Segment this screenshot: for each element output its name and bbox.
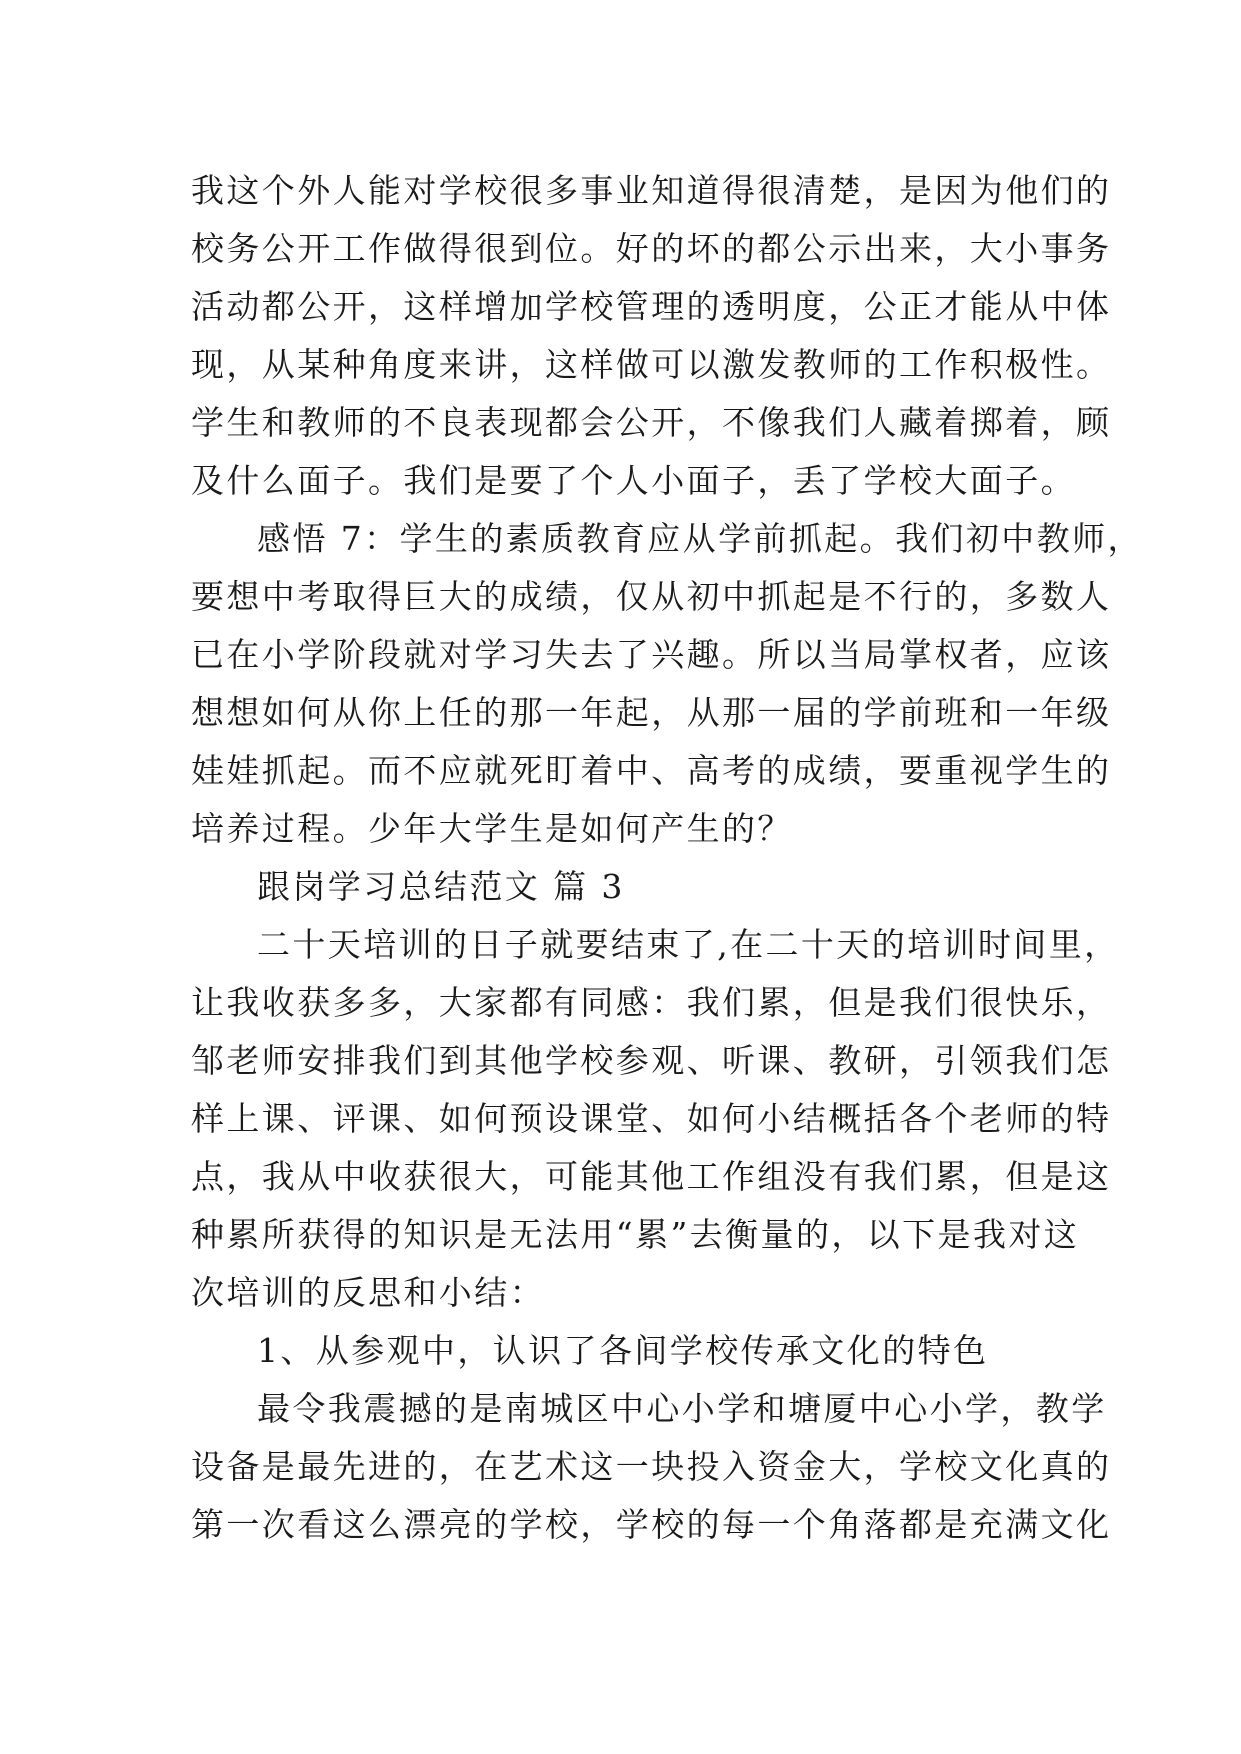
text-line: 我这个外人能对学校很多事业知道得很清楚，是因为他们的 [191, 171, 1112, 210]
text-line: 现，从某种角度来讲，这样做可以激发教师的工作积极性。 [191, 345, 1112, 384]
text-line: 想想如何从你上任的那一年起，从那一届的学前班和一年级 [191, 693, 1112, 732]
text-line: 校务公开工作做得很到位。好的坏的都公示出来，大小事务 [191, 229, 1112, 268]
document-body [191, 162, 1143, 1554]
text-line: 第一次看这么漂亮的学校，学校的每一个角落都是充满文化 [191, 1505, 1112, 1544]
text-line: 已在小学阶段就对学习失去了兴趣。所以当局掌权者，应该 [191, 635, 1112, 674]
text-line: 设备是最先进的，在艺术这一块投入资金大，学校文化真的 [191, 1447, 1112, 1486]
text-line: 次培训的反思和小结： [191, 1273, 545, 1312]
text-line: 让我收获多多，大家都有同感：我们累，但是我们很快乐， [191, 983, 1112, 1022]
text-line: 样上课、评课、如何预设课堂、如何小结概括各个老师的特 [191, 1099, 1112, 1138]
text-line: 娃娃抓起。而不应就死盯着中、高考的成绩，要重视学生的 [191, 751, 1112, 790]
paragraph-start-line: 感悟 7：学生的素质教育应从学前抓起。我们初中教师， [257, 519, 1143, 558]
text-line: 及什么面子。我们是要了个人小面子，丢了学校大面子。 [191, 461, 1076, 500]
text-line: 学生和教师的不良表现都会公开，不像我们人藏着掷着，顾 [191, 403, 1112, 442]
section-heading: 跟岗学习总结范文 篇 3 [257, 867, 625, 906]
numbered-subheading: 1、从参观中，认识了各间学校传承文化的特色 [257, 1331, 989, 1370]
paragraph-start-line: 最令我震撼的是南城区中心小学和塘厦中心小学，教学 [257, 1389, 1107, 1428]
text-line: 种累所获得的知识是无法用“累”去衡量的，以下是我对这 [191, 1215, 1080, 1254]
text-line: 要想中考取得巨大的成绩，仅从初中抓起是不行的，多数人 [191, 577, 1112, 616]
text-line: 邹老师安排我们到其他学校参观、听课、教研，引领我们怎 [191, 1041, 1112, 1080]
text-line: 培养过程。少年大学生是如何产生的？ [191, 809, 793, 848]
paragraph-start-line: 二十天培训的日子就要结束了,在二十天的培训时间里， [257, 925, 1120, 964]
text-line: 点，我从中收获很大，可能其他工作组没有我们累，但是这 [191, 1157, 1112, 1196]
text-line: 活动都公开，这样增加学校管理的透明度，公正才能从中体 [191, 287, 1112, 326]
